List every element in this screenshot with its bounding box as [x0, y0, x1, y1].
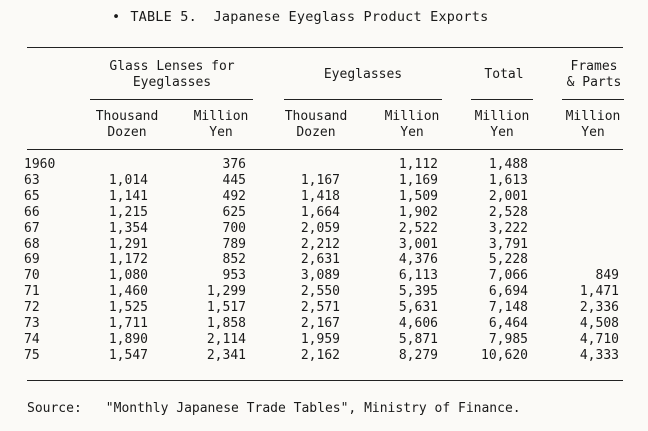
cell-year: 63 [24, 172, 40, 188]
cell-eye-yen: 8,279 [398, 347, 438, 363]
cell-total-yen: 2,528 [488, 204, 528, 220]
cell-year: 73 [24, 316, 40, 331]
cell-lens-qty: 1,014 [108, 172, 148, 188]
cell-lens-qty: 1,547 [108, 347, 148, 363]
header-eyeglasses: Eyeglasses [323, 67, 403, 82]
cell-lens-yen: 953 [222, 268, 246, 284]
unit-eye-qty: Thousand Dozen [284, 109, 348, 140]
cell-lens-qty: 1,460 [108, 284, 148, 300]
cell-lens-yen: 1,517 [206, 300, 246, 316]
cell-lens-qty: 1,215 [108, 204, 148, 220]
unit-total-yen: Million Yen [474, 109, 530, 140]
cell-year: 72 [24, 300, 40, 316]
header-frames-parts: Frames & Parts [566, 59, 622, 90]
top-rule [27, 47, 623, 48]
subrule-eyeglasses [284, 99, 442, 100]
bottom-rule [27, 380, 623, 381]
cell-lens-yen: 445 [222, 172, 246, 188]
cell-eye-yen: 4,606 [398, 316, 438, 331]
cell-eye-qty: 1,664 [300, 204, 340, 220]
source-text: "Monthly Japanese Trade Tables", Ministry of Finance. [105, 401, 521, 416]
cell-year: 75 [24, 347, 40, 363]
cell-frames-yen: 2,336 [579, 300, 619, 316]
cell-eye-yen: 1,169 [398, 172, 438, 188]
cell-year: 68 [24, 236, 40, 252]
cell-total-yen: 1,613 [488, 172, 528, 188]
cell-year: 66 [24, 204, 40, 220]
cell-eye-yen: 2,522 [398, 220, 438, 236]
cell-lens-yen: 789 [222, 236, 246, 252]
cell-lens-qty: 1,525 [108, 300, 148, 316]
cell-lens-qty: 1,354 [108, 220, 148, 236]
cell-frames-yen: 1,471 [579, 284, 619, 300]
cell-total-yen: 1,488 [488, 157, 528, 172]
source-label: Source: [27, 401, 82, 416]
cell-lens-yen: 492 [222, 188, 246, 204]
cell-eye-yen: 1,112 [398, 157, 438, 172]
cell-eye-yen: 5,395 [398, 284, 438, 300]
header-glass-lenses: Glass Lenses for Eyeglasses [109, 59, 235, 90]
subrule-glass-lenses [90, 99, 253, 100]
cell-eye-qty: 2,550 [300, 284, 340, 300]
cell-lens-qty: 1,080 [108, 268, 148, 284]
cell-frames-yen: 4,333 [579, 347, 619, 363]
cell-year: 70 [24, 268, 40, 284]
unit-lens-qty: Thousand Dozen [95, 109, 159, 140]
cell-total-yen: 3,791 [488, 236, 528, 252]
cell-frames-yen: 849 [595, 268, 619, 284]
cell-total-yen: 2,001 [488, 188, 528, 204]
title-bullet: • [112, 9, 121, 25]
cell-year: 74 [24, 331, 40, 347]
cell-total-yen: 5,228 [488, 252, 528, 268]
cell-total-yen: 6,694 [488, 284, 528, 300]
table-title [112, 9, 488, 25]
header-total: Total [484, 67, 524, 82]
cell-eye-yen: 3,001 [398, 236, 438, 252]
unit-lens-yen: Million Yen [193, 109, 249, 140]
cell-lens-yen: 2,341 [206, 347, 246, 363]
cell-eye-yen: 5,871 [398, 331, 438, 347]
cell-year: 69 [24, 252, 40, 268]
subrule-frames-parts [562, 99, 624, 100]
cell-eye-yen: 4,376 [398, 252, 438, 268]
cell-eye-qty: 2,631 [300, 252, 340, 268]
cell-lens-qty: 1,172 [108, 252, 148, 268]
unit-eye-yen: Million Yen [384, 109, 440, 140]
cell-year: 67 [24, 220, 40, 236]
cell-eye-yen: 6,113 [398, 268, 438, 284]
cell-total-yen: 3,222 [488, 220, 528, 236]
cell-lens-yen: 625 [222, 204, 246, 220]
cell-eye-qty: 2,212 [300, 236, 340, 252]
cell-total-yen: 10,620 [481, 347, 528, 363]
cell-lens-yen: 700 [222, 220, 246, 236]
cell-lens-qty: 1,890 [108, 331, 148, 347]
cell-frames-yen: 4,508 [579, 316, 619, 331]
cell-eye-qty: 1,418 [300, 188, 340, 204]
cell-total-yen: 7,985 [488, 331, 528, 347]
cell-total-yen: 7,148 [488, 300, 528, 316]
cell-eye-yen: 1,902 [398, 204, 438, 220]
cell-eye-yen: 1,509 [398, 188, 438, 204]
cell-year: 1960 [24, 157, 56, 172]
cell-eye-qty: 1,167 [300, 172, 340, 188]
cell-eye-yen: 5,631 [398, 300, 438, 316]
table-title-text: TABLE 5. Japanese Eyeglass Product Exports [130, 9, 489, 25]
cell-eye-qty: 3,089 [300, 268, 340, 284]
cell-year: 65 [24, 188, 40, 204]
cell-lens-yen: 852 [222, 252, 246, 268]
cell-total-yen: 6,464 [488, 316, 528, 331]
cell-frames-yen: 4,710 [579, 331, 619, 347]
cell-lens-qty: 1,711 [108, 316, 148, 331]
cell-eye-qty: 1,959 [300, 331, 340, 347]
subrule-total [471, 99, 533, 100]
cell-lens-qty: 1,291 [108, 236, 148, 252]
cell-lens-yen: 2,114 [206, 331, 246, 347]
cell-eye-qty: 2,059 [300, 220, 340, 236]
cell-lens-yen: 1,858 [206, 316, 246, 331]
unit-frames-yen: Million Yen [565, 109, 621, 140]
cell-eye-qty: 2,571 [300, 300, 340, 316]
header-rule [27, 149, 623, 150]
cell-total-yen: 7,066 [488, 268, 528, 284]
cell-year: 71 [24, 284, 40, 300]
cell-eye-qty: 2,167 [300, 316, 340, 331]
cell-lens-yen: 1,299 [206, 284, 246, 300]
cell-lens-yen: 376 [222, 157, 246, 172]
source-note [27, 401, 521, 416]
cell-lens-qty: 1,141 [108, 188, 148, 204]
cell-eye-qty: 2,162 [300, 347, 340, 363]
